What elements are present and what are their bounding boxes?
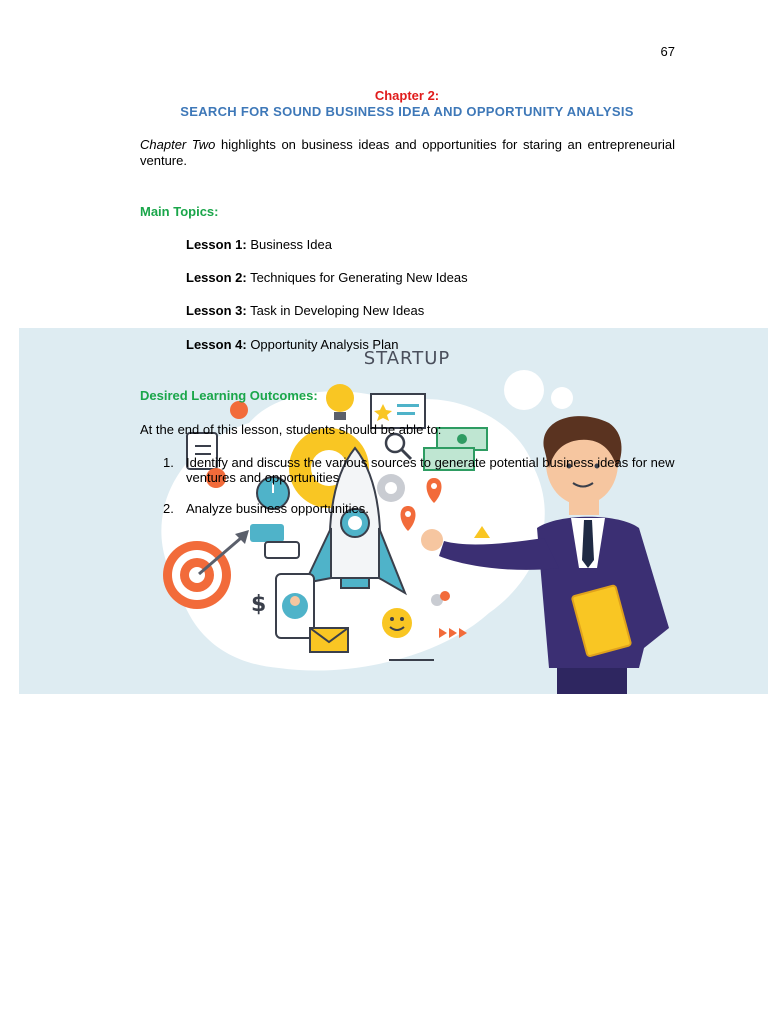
outcome-text: Analyze business opportunities. bbox=[186, 501, 369, 516]
lesson-item bbox=[186, 303, 424, 318]
outcome-number: 2. bbox=[163, 501, 174, 516]
outcome-item bbox=[163, 501, 683, 516]
lesson-title: Opportunity Analysis Plan bbox=[250, 337, 399, 352]
lesson-label: Lesson 2: bbox=[186, 270, 247, 285]
outcome-item bbox=[163, 455, 683, 485]
speech-bubble-icon bbox=[265, 542, 299, 558]
smartphone-icon bbox=[276, 574, 314, 638]
lesson-title: Business Idea bbox=[250, 237, 332, 252]
chapter-title: SEARCH FOR SOUND BUSINESS IDEA AND OPPORTUNITY ANALYSIS bbox=[180, 104, 634, 119]
lesson-label: Lesson 1: bbox=[186, 237, 247, 252]
outcome-text: Identify and discuss the various sources to generate potential business ideas for new ventures and opportunities bbox=[186, 455, 675, 485]
main-topics-heading: Main Topics: bbox=[140, 204, 219, 219]
intro-emphasis: Chapter Two bbox=[140, 137, 216, 152]
lesson-item bbox=[186, 337, 398, 352]
intro-text: highlights on business ideas and opportunities for staring an entrepreneurial venture. bbox=[140, 137, 675, 168]
lesson-item bbox=[186, 237, 332, 252]
page-number: 67 bbox=[660, 44, 675, 59]
outcome-number: 1. bbox=[163, 455, 174, 470]
intro-paragraph bbox=[140, 137, 675, 169]
lesson-label: Lesson 4: bbox=[186, 337, 247, 352]
envelope-icon bbox=[310, 628, 348, 652]
dollar-icon: $ bbox=[251, 592, 267, 617]
lesson-label: Lesson 3: bbox=[186, 303, 247, 318]
speech-bubble-icon bbox=[250, 524, 284, 542]
thought-bubble-small bbox=[551, 387, 573, 409]
decor-dot bbox=[230, 401, 248, 419]
startup-caption: STARTUP bbox=[363, 348, 451, 369]
decor-dot bbox=[440, 591, 450, 601]
outcomes-intro: At the end of this lesson, students should be able to: bbox=[140, 422, 442, 437]
outcomes-heading: Desired Learning Outcomes: bbox=[140, 388, 318, 403]
lesson-title: Task in Developing New Ideas bbox=[250, 303, 425, 318]
smiley-icon bbox=[382, 608, 412, 638]
chapter-label: Chapter 2: bbox=[374, 88, 440, 103]
thought-bubble bbox=[504, 370, 544, 410]
lesson-item bbox=[186, 270, 468, 285]
lesson-title: Techniques for Generating New Ideas bbox=[250, 270, 468, 285]
